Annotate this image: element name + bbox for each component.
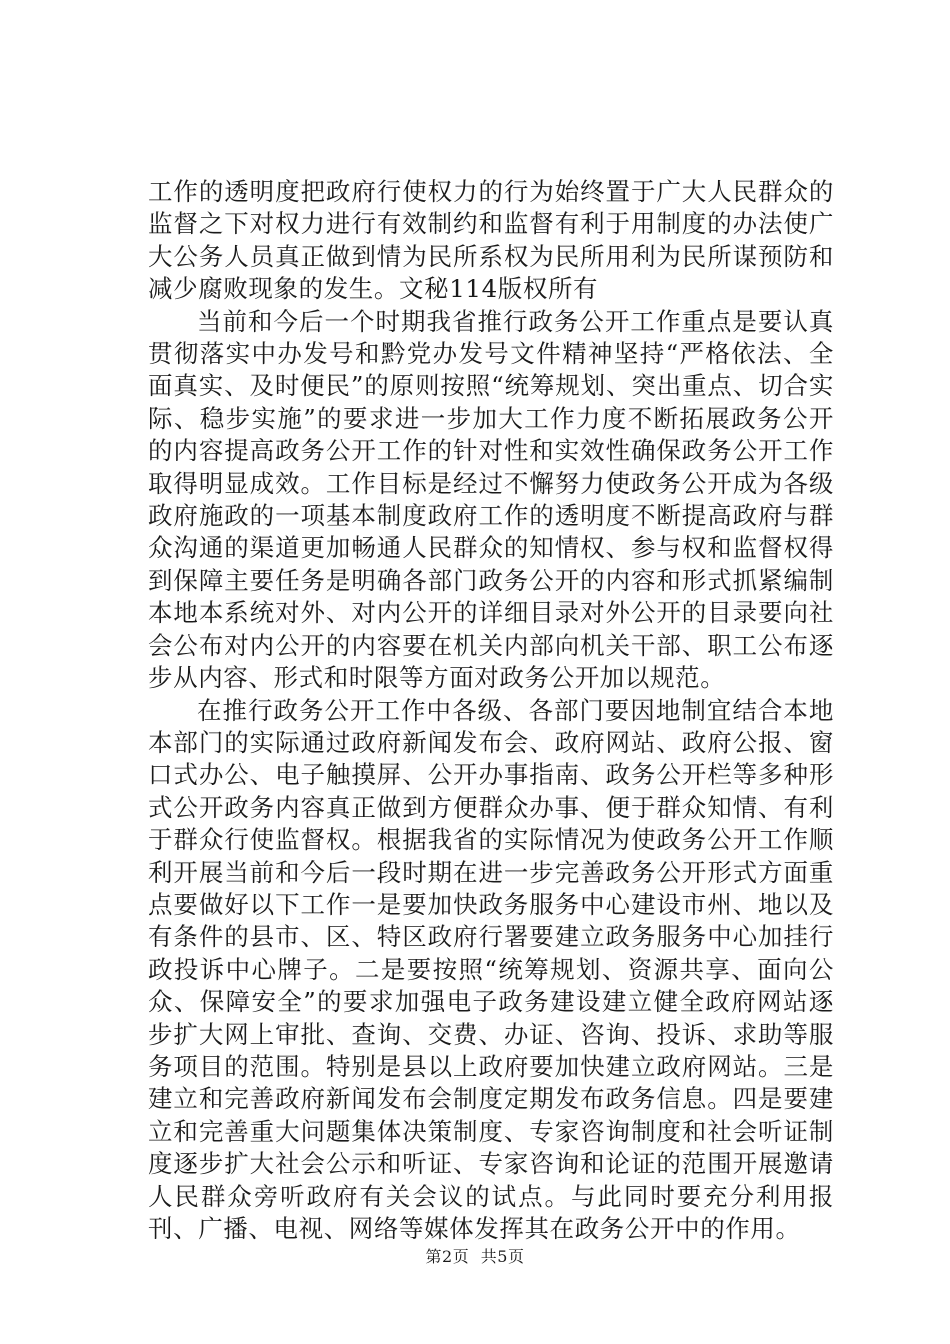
page-number-total: 共5页 <box>480 1247 525 1266</box>
paragraph-work-focus: 当前和今后一个时期我省推行政务公开工作重点是要认真贯彻落实中办发号和黔党办发号文件精神坚持“严格依法、全面真实、及时便民”的原则按照“统筹规划、突出重点、切合实际、稳步实施”的要求进一步加大工作力度不断拓展政务公开的内容提高政务公开工作的针对性和实效性确保政务公开工作取得明显成效。工作目标是经过不懈努力使政务公开成为各级政府施政的一项基本制度政府工作的透明度不断提高政府与群众沟通的渠道更加畅通人民群众的知情权、参与权和监督权得到保障主要任务是明确各部门政务公开的内容和形式抓紧编制本地本系统对外、对内公开的详细目录对外公开的目录要向社会公布对内公开的内容要在机关内部向机关干部、职工公布逐步从内容、形式和时限等方面对政务公开加以规范。 <box>148 306 834 693</box>
paragraph-continued: 工作的透明度把政府行使权力的行为始终置于广大人民群众的监督之下对权力进行有效制约和监督有利于用制度的办法使广大公务人员真正做到情为民所系权为民所用利为民所谋预防和减少腐败现象的发生。文秘114版权所有 <box>148 177 834 304</box>
page-footer <box>0 1244 950 1267</box>
document-body <box>148 176 834 1245</box>
page-number-current: 第2页 <box>425 1247 470 1266</box>
paragraph-disclosure-forms: 在推行政务公开工作中各级、各部门要因地制宜结合本地本部门的实际通过政府新闻发布会、政府网站、政府公报、窗口式办公、电子触摸屏、公开办事指南、政务公开栏等多种形式公开政务内容真正做到方便群众办事、便于群众知情、有利于群众行使监督权。根据我省的实际情况为使政务公开工作顺利开展当前和今后一段时期在进一步完善政务公开形式方面重点要做好以下工作一是要加快政务服务中心建设市州、地以及有条件的县市、区、特区政府行署要建立政务服务中心加挂行政投诉中心牌子。二是要按照“统筹规划、资源共享、面向公众、保障安全”的要求加强电子政务建设建立健全政府网站逐步扩大网上审批、查询、交费、办证、咨询、投诉、求助等服务项目的范围。特别是县以上政府要加快建立政府网站。三是建立和完善政府新闻发布会制度定期发布政务信息。四是要建立和完善重大问题集体决策制度、专家咨询制度和社会听证制度逐步扩大社会公示和听证、专家咨询和论证的范围开展邀请人民群众旁听政府有关会议的试点。与此同时要充分利用报刊、广播、电视、网络等媒体发挥其在政务公开中的作用。 <box>148 695 834 1243</box>
